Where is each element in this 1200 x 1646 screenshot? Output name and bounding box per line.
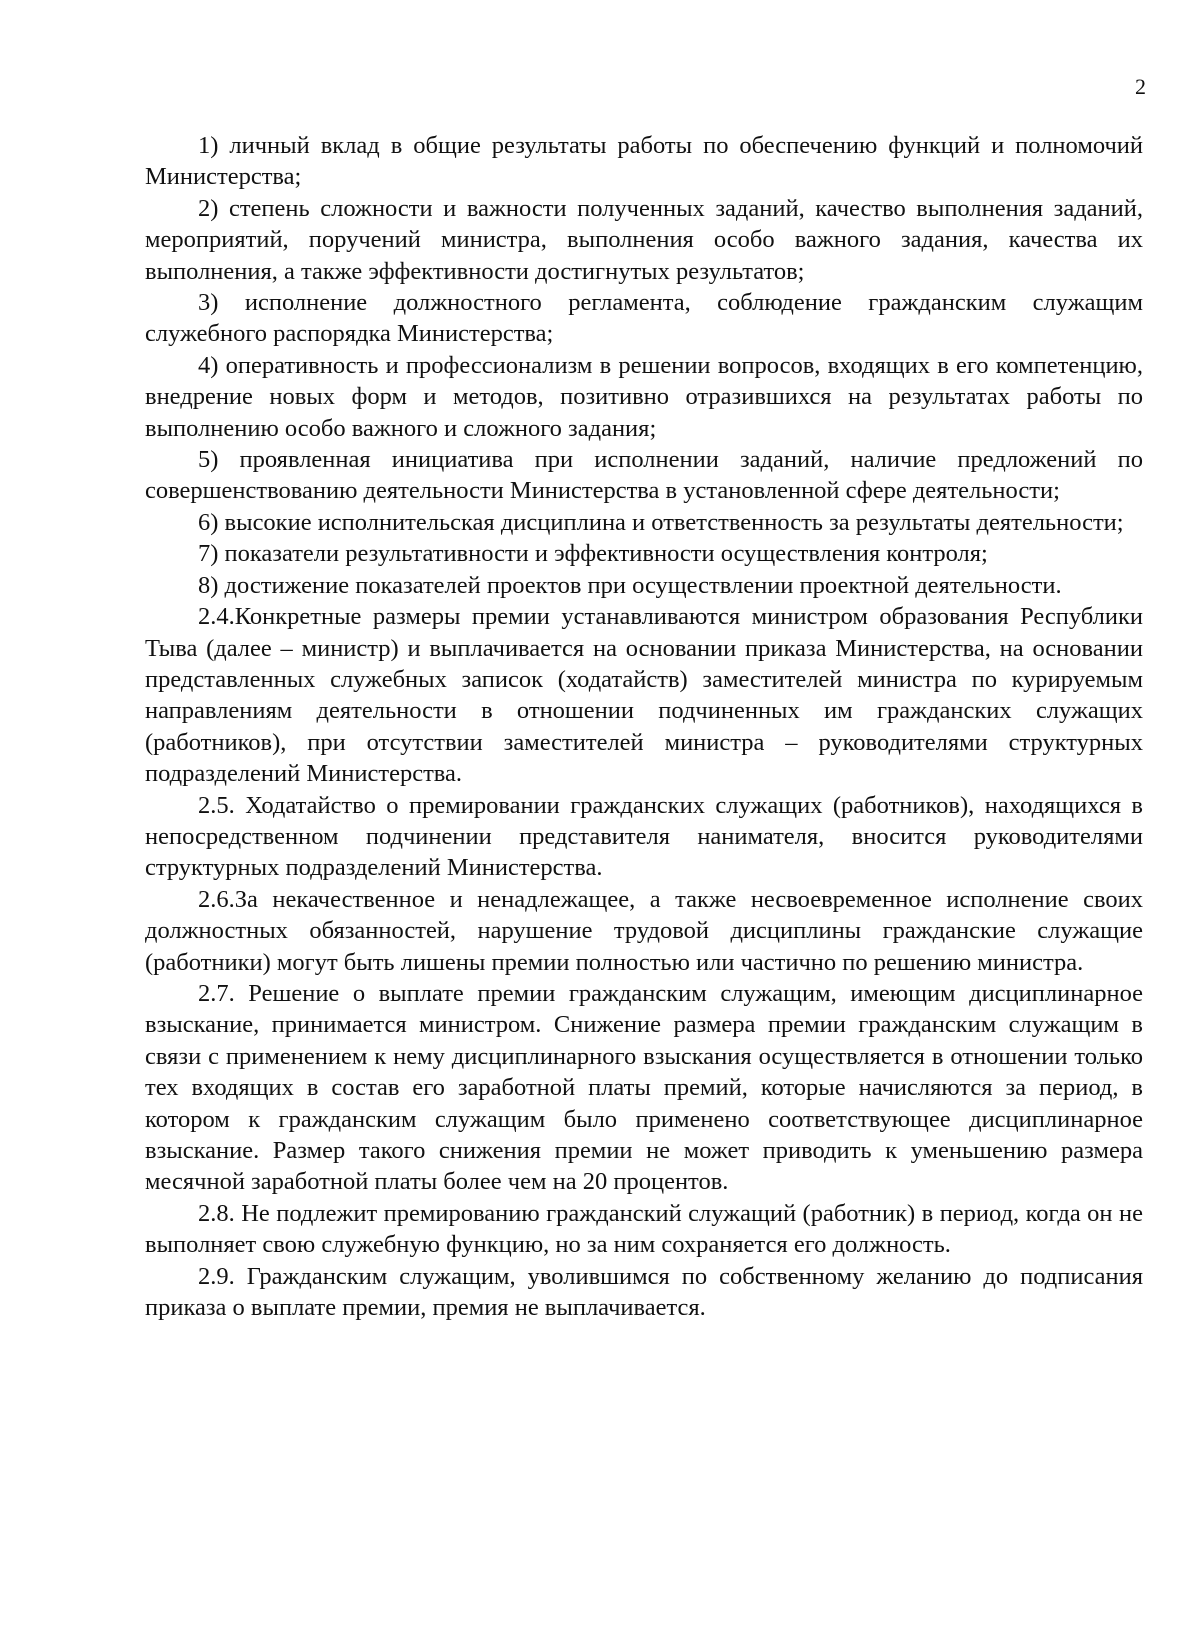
paragraph-criterion-5: 5) проявленная инициатива при исполнении заданий, наличие предложений по совершенствованию деятельности Министерства в установленной сфере деятельности; [145, 446, 1143, 505]
page-number: 2 [1135, 74, 1146, 99]
paragraph-criterion-8: 8) достижение показателей проектов при осуществлении проектной деятельности. [198, 571, 1062, 599]
paragraph-criterion-6: 6) высокие исполнительская дисциплина и ответственность за результаты деятельности; [198, 508, 1124, 536]
paragraph-criterion-4: 4) оперативность и профессионализм в решении вопросов, входящих в его компетенцию, внедрение новых форм и методов, позитивно отразившихся на результатах работы по выполнению особо важного и сложного задания; [145, 351, 1143, 442]
paragraph-criterion-1: 1) личный вклад в общие результаты работы по обеспечению функций и полномочий Министерства; [145, 132, 1143, 191]
paragraph-criterion-2: 2) степень сложности и важности полученных заданий, качество выполнения заданий, мероприятий, поручений министра, выполнения особо важного задания, качества их выполнения, а также эффективности достигнутых результатов; [145, 194, 1143, 285]
paragraph-criterion-3: 3) исполнение должностного регламента, соблюдение гражданским служащим служебного распорядка Министерства; [145, 289, 1143, 348]
document-body [145, 130, 1143, 1323]
paragraph-section-2-6: 2.6.За некачественное и ненадлежащее, а также несвоевременное исполнение своих должностных обязанностей, нарушение трудовой дисциплины гражданские служащие (работники) могут быть лишены премии полностью или частично по решению министра. [145, 885, 1143, 976]
paragraph-section-2-4: 2.4.Конкретные размеры премии устанавливаются министром образования Республики Тыва (далее – министр) и выплачивается на основании приказа Министерства, на основании представленных служебных записок (ходатайств) заместителей министра по курируемым направлениям деятельности в отношении подчиненных им гражданских служащих (работников), при отсутствии заместителей министра – руководителями структурных подразделений Министерства. [145, 603, 1143, 788]
paragraph-section-2-7: 2.7. Решение о выплате премии гражданским служащим, имеющим дисциплинарное взыскание, принимается министром. Снижение размера премии гражданским служащим в связи с применением к нему дисциплинарного взыскания осуществляется в отношении только тех входящих в состав его заработной платы премий, которые начисляются за период, в котором к гражданским служащим было применено соответствующее дисциплинарное взыскание. Размер такого снижения премии не может приводить к уменьшению размера месячной заработной платы более чем на 20 процентов. [145, 979, 1143, 1196]
paragraph-section-2-9: 2.9. Гражданским служащим, уволившимся по собственному желанию до подписания приказа о выплате премии, премия не выплачивается. [145, 1262, 1143, 1322]
paragraph-section-2-5: 2.5. Ходатайство о премировании гражданских служащих (работников), находящихся в непосредственном подчинении представителя нанимателя, вносится руководителями структурных подразделений Министерства. [145, 791, 1143, 882]
paragraph-section-2-8: 2.8. Не подлежит премированию гражданский служащий (работник) в период, когда он не выполняет свою служебную функцию, но за ним сохраняется его должность. [145, 1199, 1143, 1259]
paragraph-criterion-7: 7) показатели результативности и эффективности осуществления контроля; [198, 540, 988, 568]
